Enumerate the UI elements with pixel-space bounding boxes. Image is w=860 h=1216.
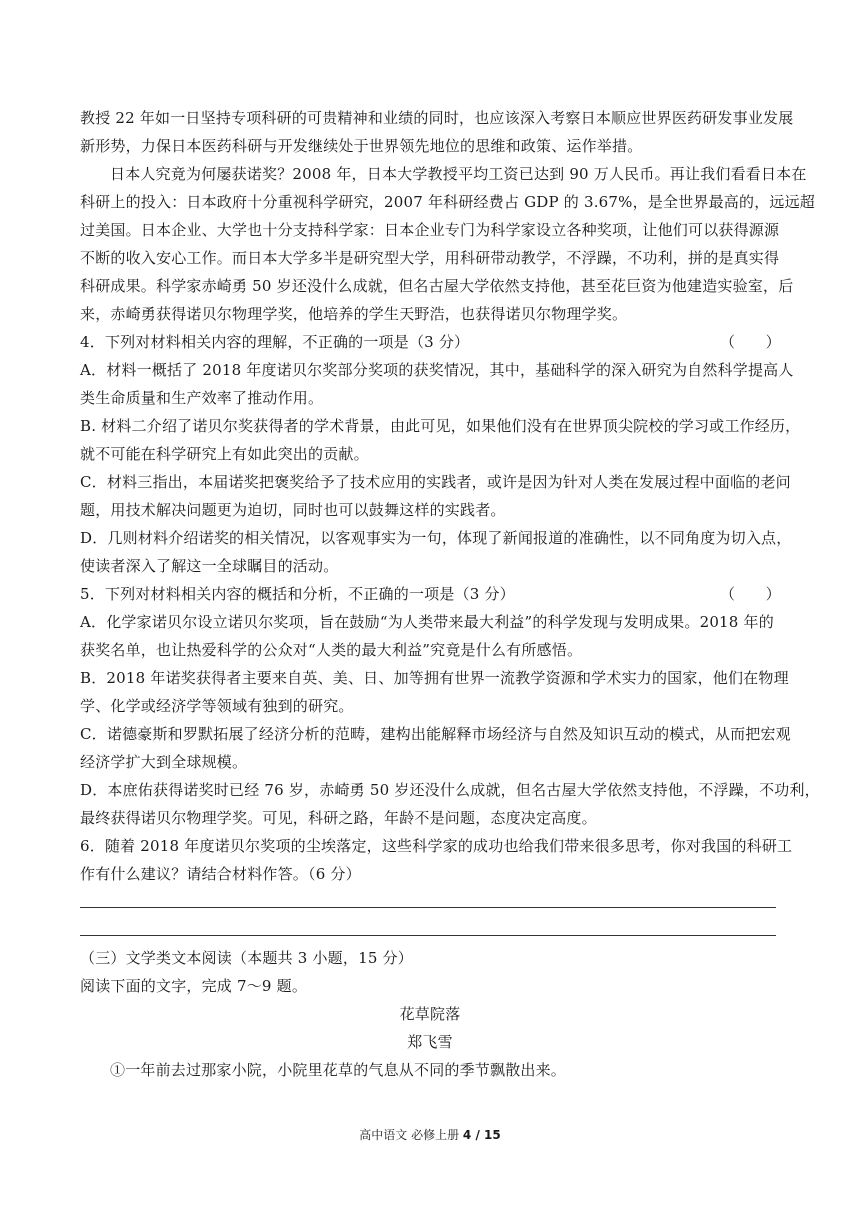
question-4-stem: 4．下列对材料相关内容的理解，不正确的一项是（3 分） bbox=[80, 333, 470, 351]
option-c-cont: 题，用技术解决问题更为迫切，同时也可以鼓舞这样的实践者。 bbox=[80, 501, 506, 519]
option-a: A．化学家诺贝尔设立诺贝尔奖项，旨在鼓励“为人类带来最大利益”的科学发现与发明成果。2018 年的 bbox=[80, 613, 774, 631]
option-c: C．诺德豪斯和罗默拓展了经济分析的范畴，建构出能解释市场经济与自然及知识互动的模式，从而把宏观 bbox=[80, 725, 791, 743]
footer-label: 高中语文 必修上册 bbox=[359, 1128, 463, 1142]
text-line: 教授 22 年如一日坚持专项科研的可贵精神和业绩的同时，也应该深入考察日本顺应世界医药研发事业发展 bbox=[80, 109, 794, 127]
option-b-cont: 就不可能在科学研究上有如此突出的贡献。 bbox=[80, 445, 369, 463]
question-6: 6．随着 2018 年度诺贝尔奖项的尘埃落定，这些科学家的成功也给我们带来很多思考，你对我国的科研工 bbox=[80, 837, 793, 855]
page-number: 4 / 15 bbox=[462, 1128, 501, 1142]
text-line: 过美国。日本企业、大学也十分支持科学家：日本企业专门为科学家设立各种奖项，让他们可以获得源源 bbox=[80, 221, 780, 239]
reading-instruction: 阅读下面的文字，完成 7～9 题。 bbox=[80, 977, 308, 995]
text-line: 不断的收入安心工作。而日本大学多半是研究型大学，用科研带动教学，不浮躁，不功利，拼的是真实得 bbox=[80, 249, 780, 267]
answer-line bbox=[80, 888, 780, 916]
option-b: B. 材料二介绍了诺贝尔奖获得者的学术背景，由此可见，如果他们没有在世界顶尖院校的学习或工作经历， bbox=[80, 417, 801, 435]
option-d-cont: 使读者深入了解这一全球瞩目的活动。 bbox=[80, 557, 339, 575]
question-6-cont: 作有什么建议？请结合材料作答。（6 分） bbox=[80, 865, 361, 883]
text-line: 新形势，力保日本医药科研与开发继续处于世界领先地位的思维和政策、运作举措。 bbox=[80, 137, 643, 155]
answer-line bbox=[80, 916, 780, 944]
option-d: D．本庶佑获得诺奖时已经 76 岁，赤崎勇 50 岁还没什么成就，但名古屋大学依然支持他，不浮躁，不功利， bbox=[80, 781, 820, 799]
question-5-stem: 5．下列对材料相关内容的概括和分析，不正确的一项是（3 分） bbox=[80, 585, 515, 603]
article-author: 郑飞雪 bbox=[407, 1033, 453, 1051]
option-a: A．材料一概括了 2018 年度诺贝尔奖部分奖项的获奖情况，其中，基础科学的深入研究为自然科学提高人 bbox=[80, 361, 794, 379]
answer-parentheses: （ ） bbox=[720, 333, 781, 351]
answer-parentheses: （ ） bbox=[720, 585, 781, 603]
question-4 bbox=[80, 328, 780, 356]
option-c: C．材料三指出，本届诺奖把褒奖给予了技术应用的实践者，或许是因为针对人类在发展过程中面临的老问 bbox=[80, 473, 791, 491]
option-b: B．2018 年诺奖获得者主要来自英、美、日、加等拥有世界一流教学资源和学术实力的国家，他们在物理 bbox=[80, 669, 789, 687]
option-d-cont: 最终获得诺贝尔物理学奖。可见，科研之路，年龄不是问题，态度决定高度。 bbox=[80, 809, 597, 827]
article-paragraph: ①一年前去过那家小院，小院里花草的气息从不同的季节飘散出来。 bbox=[110, 1061, 567, 1079]
option-b-cont: 学、化学或经济学等领域有独到的研究。 bbox=[80, 697, 354, 715]
text-line: 来，赤崎勇获得诺贝尔物理学奖，他培养的学生天野浩，也获得诺贝尔物理学奖。 bbox=[80, 305, 628, 323]
question-5 bbox=[80, 580, 780, 608]
page-content bbox=[80, 104, 820, 1084]
text-line: 科研成果。科学家赤崎勇 50 岁还没什么成就，但名古屋大学依然支持他，甚至花巨资为他建造实验室，后 bbox=[80, 277, 794, 295]
page-footer bbox=[0, 1126, 860, 1144]
option-a-cont: 获奖名单，也让热爱科学的公众对“人类的最大利益”究竟是什么有所感悟。 bbox=[80, 641, 583, 659]
option-d: D．几则材料介绍诺奖的相关情况，以客观事实为一句，体现了新闻报道的准确性，以不同角度为切入点， bbox=[80, 529, 792, 547]
article-title: 花草院落 bbox=[399, 1005, 461, 1023]
option-c-cont: 经济学扩大到全球规模。 bbox=[80, 753, 248, 771]
section-heading: （三）文学类文本阅读（本题共 3 小题，15 分） bbox=[80, 949, 413, 967]
option-a-cont: 类生命质量和生产效率了推动作用。 bbox=[80, 389, 324, 407]
text-line: 日本人究竟为何屡获诺奖？2008 年，日本大学教授平均工资已达到 90 万人民币。再让我们看看日本在 bbox=[110, 165, 807, 183]
text-line: 科研上的投入：日本政府十分重视科学研究，2007 年科研经费占 GDP 的 3.67%，是全世界最高的，远远超 bbox=[80, 193, 816, 211]
